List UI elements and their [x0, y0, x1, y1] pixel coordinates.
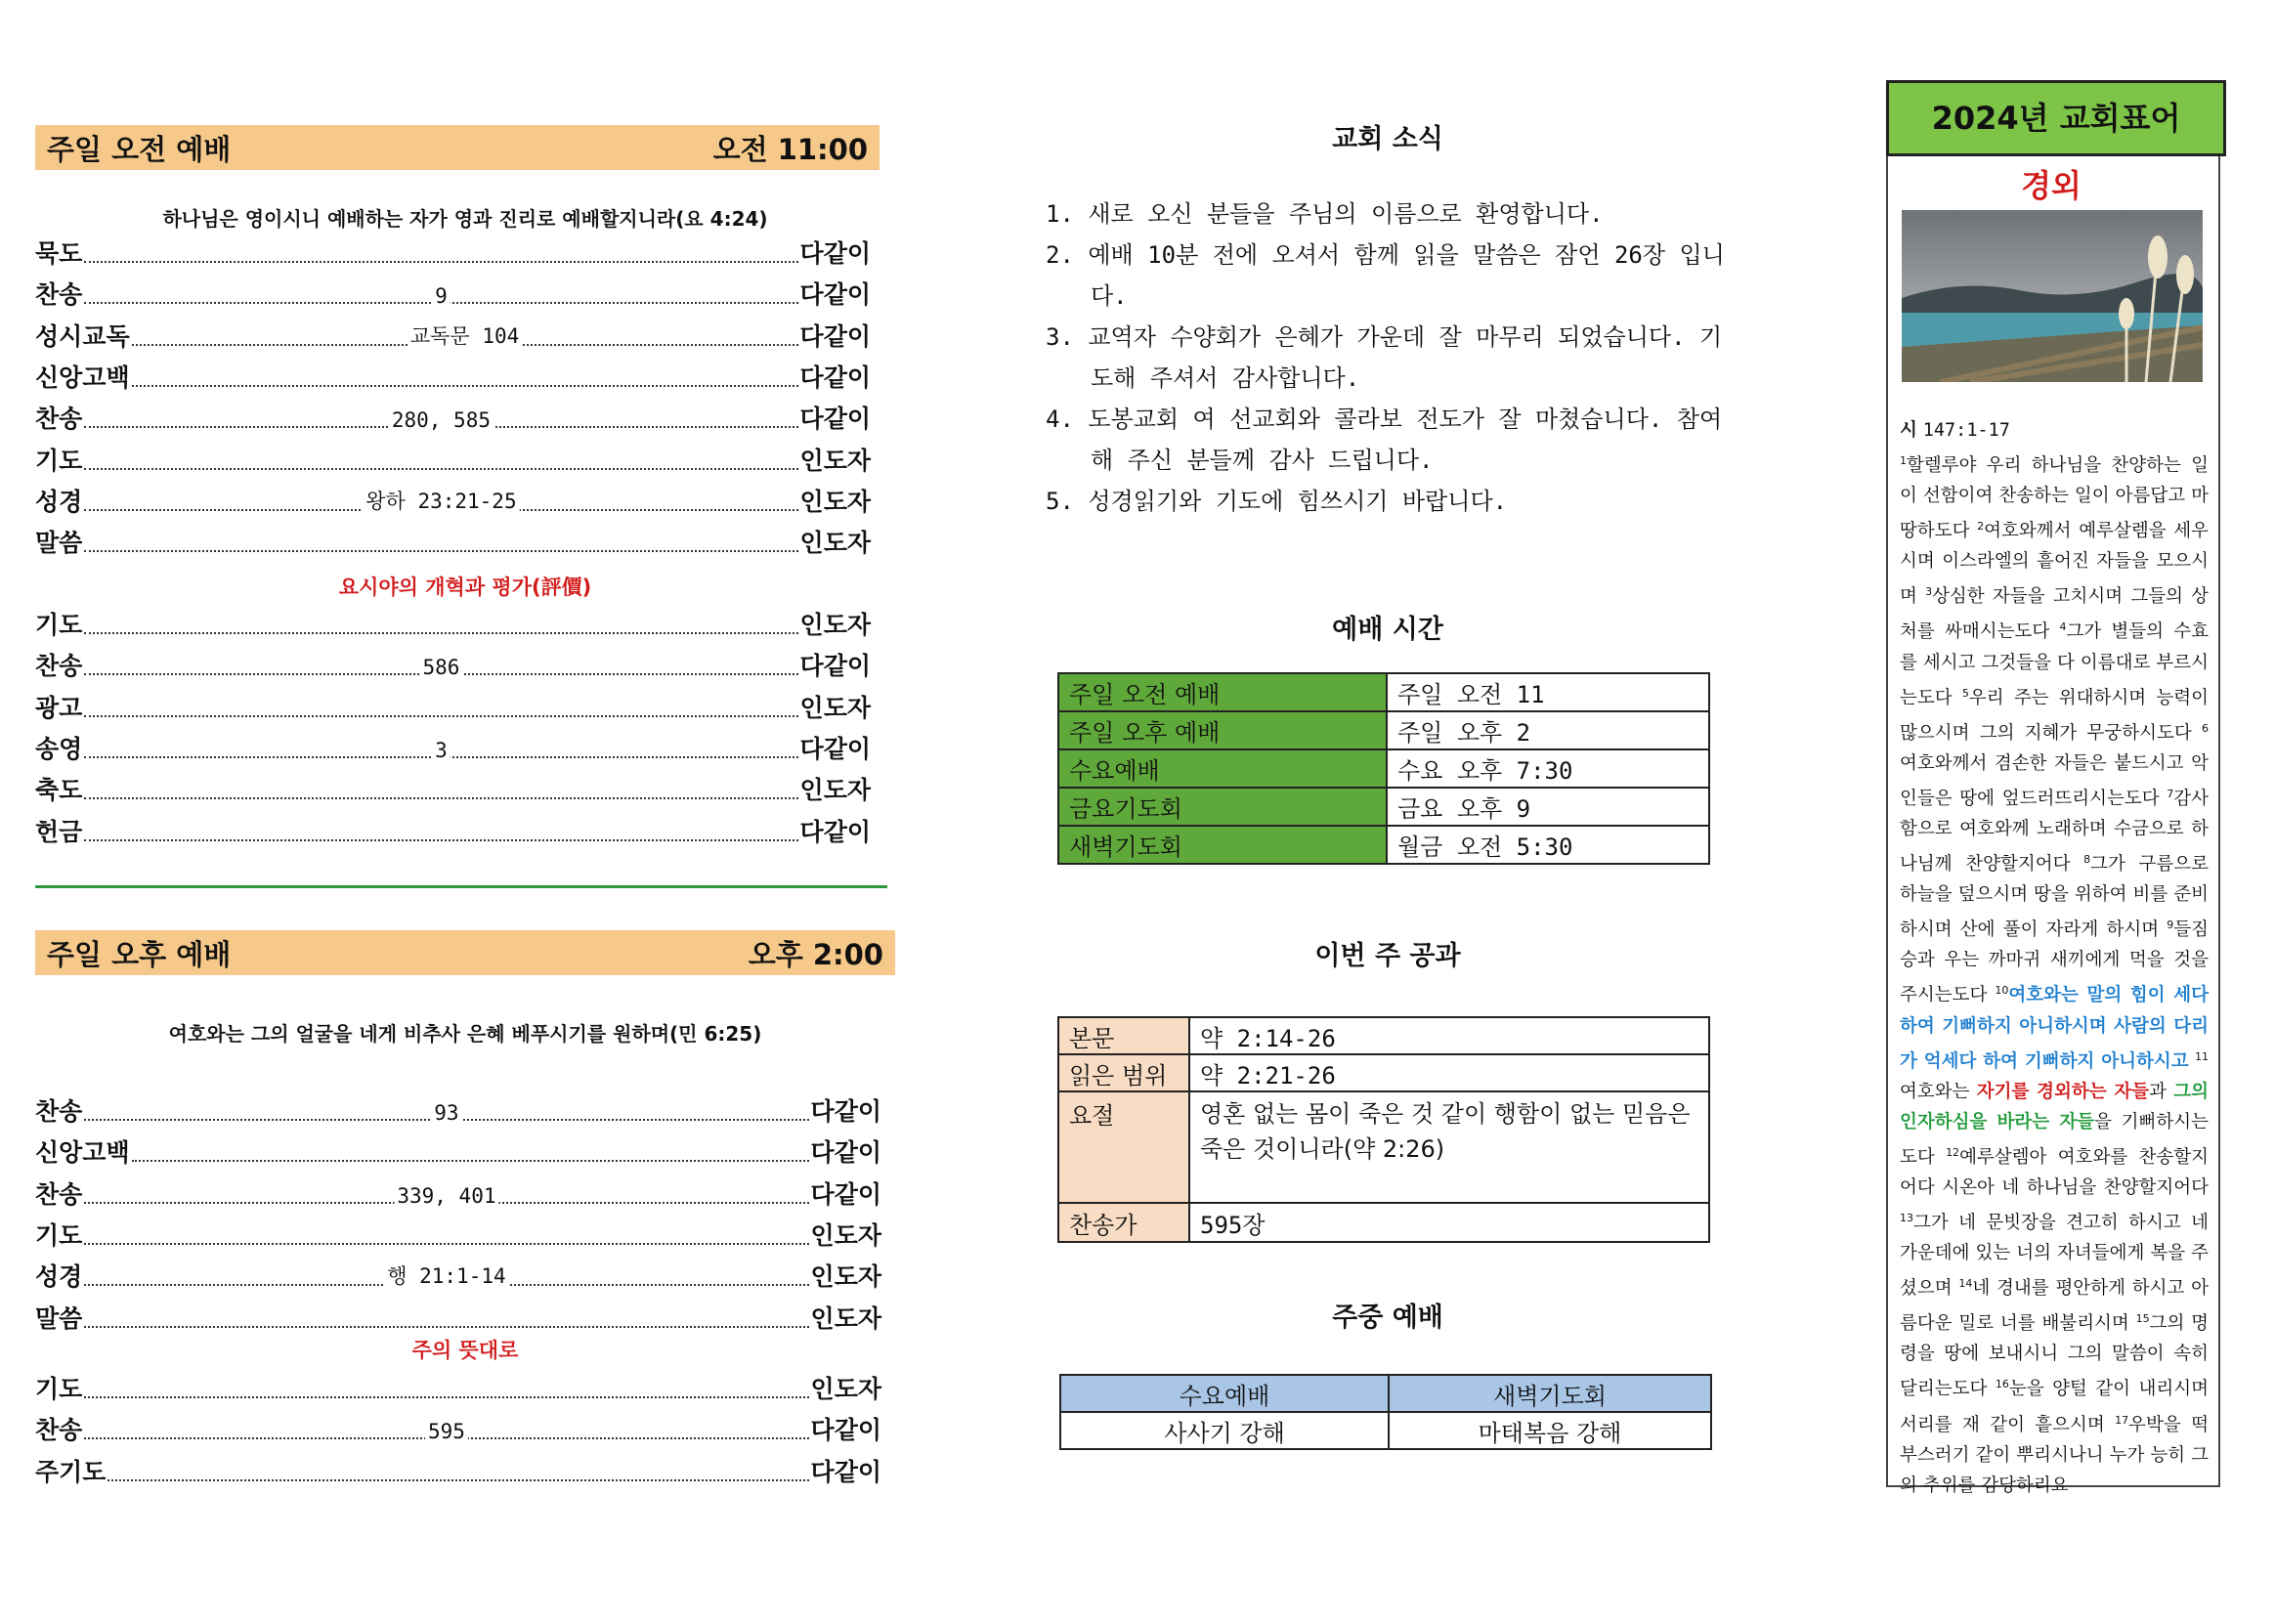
- order-detail: 586: [419, 656, 462, 679]
- dot-leader: [84, 261, 797, 263]
- order-detail: 교독문 104: [408, 321, 522, 350]
- order-row: [35, 773, 871, 806]
- weekday-title: 주중 예배: [1332, 1303, 1443, 1333]
- order-leader: 다같이: [799, 239, 871, 268]
- dot-leader: [84, 1243, 808, 1245]
- order-leader: 인도자: [799, 611, 871, 639]
- order-leader: 인도자: [799, 487, 871, 516]
- order-leader: 다같이: [799, 363, 871, 392]
- weekday-header: 수요예배: [1060, 1375, 1389, 1412]
- order-leader: 다같이: [799, 652, 871, 681]
- news-title: 교회 소식: [1332, 124, 1443, 154]
- order-label: 헌금: [35, 817, 83, 846]
- schedule-table: [1057, 672, 1710, 865]
- order-label: 성경: [35, 487, 83, 516]
- order-leader: 인도자: [810, 1375, 881, 1403]
- order-label: 찬송: [35, 1097, 83, 1126]
- order-row: [35, 608, 871, 641]
- schedule-title: 예배 시간: [1332, 615, 1443, 645]
- order-row: [35, 526, 871, 559]
- dot-leader: [132, 1160, 809, 1162]
- order-row: [35, 361, 871, 394]
- schedule-name: 금요기도회: [1058, 788, 1387, 826]
- lesson-label: 본문: [1058, 1017, 1189, 1054]
- order-row: [35, 1372, 881, 1405]
- psalm-verse: 우박을 떡 부스러기 같이 뿌리시나니 누가 능히 그의 추위를 감당하리요: [1900, 1414, 2209, 1496]
- psalm-verse: 여호와께서 겸손한 자들은 붙드시고 악인들은 땅에 엎드러뜨리시는도다: [1900, 752, 2209, 810]
- psalm-passage: 시 147:1-17 $^1$할렐루야 우리 하나님을 찬양하는 일이 선함이여 찬송하는 일이 아름답고 마땅하도다 $^2$여호와께서 예루살렘을 세우시며 이스라엘의 흩어진 자들을 모으시며 $^3$상심한 자들을 고치시며 그들의 상처를 싸매시는도다 $^4$그가 별들의 수효를 세시고 그것들을 다 이름대로 부르시는도다 $^5$우리 주는 위대하시며 능력이 많으시며 그의 지혜가 무궁하시도다 $^6$여호와께서 겸손한 자들은 붙드시고 악인들은 땅에 엎드러뜨리시는도다 $^7$감사함으로 여호와께 노래하며 수금으로 하나님께 찬양할지어다 $^8$그가 구름으로 하늘을 덮으시며 땅을 위하여 비를 준비하시며 산에 풀이 자라게 하시며 $^9$들짐승과 우는 까마귀 새끼에게 먹을 것을 주시는도다 $^{10}$여호와는 말의 힘이 세다 하여 기뻐하지 아니하시며 사람의 다리가 억세다 하여 기뻐하지 아니하시고 $^{11}$여호와는 자기를 경외하는 자들과 그의 인자하심을 바라는 자들을 기뻐하시는도다 $^{12}$예루살렘아 여호와를 찬송할지어다 시온아 네 하나님을 찬양할지어다 $^{13}$그가 네 문빗장을 견고히 하시고 네 가운데에 있는 너의 자녀들에게 복을 주셨으며 $^{14}$네 경내를 평안하게 하시고 아름다운 밀로 너를 배불리시며 $^{15}$그의 명령을 땅에 보내시니 그의 말씀이 속히 달리는도다 $^{16}$눈을 양털 같이 내리시며 서리를 재 같이 흩으시며 $^{17}$우박을 떡 부스러기 같이 뿌리시나니 누가 능히 그의 추위를 감당하리요: [1900, 420, 2210, 1496]
- news-item: 4. 도봉교회 여 선교회와 콜라보 전도가 잘 마쳤습니다. 참여해 주신 분들께 감사 드립니다.: [1046, 406, 1723, 474]
- morning-service-title: 주일 오전 예배: [47, 132, 232, 166]
- lesson-value: 약 2:14-26: [1189, 1017, 1709, 1054]
- weekday-header: 새벽기도회: [1389, 1375, 1711, 1412]
- order-leader: 다같이: [799, 280, 871, 310]
- psalm-verse: 을 기뻐하시는도다: [1900, 1111, 2209, 1168]
- order-label: 기도: [35, 611, 83, 639]
- table-row: [1058, 749, 1709, 788]
- psalm-verse: 상심한 자들을 고치시며 그들의 상처를 싸매시는도다: [1900, 586, 2209, 643]
- dot-leader: [84, 1101, 808, 1125]
- order-leader: 다같이: [799, 734, 871, 763]
- table-row: [1058, 1054, 1709, 1091]
- news-list: [1046, 193, 1730, 522]
- order-label: 찬송: [35, 1416, 83, 1445]
- schedule-name: 주일 오후 예배: [1058, 711, 1387, 749]
- table-row: [1058, 673, 1709, 711]
- morning-service-time: 오전 11:00: [712, 132, 868, 166]
- order-label: 말씀: [35, 1303, 83, 1333]
- dot-leader: [132, 323, 798, 348]
- lesson-label: 찬송가: [1058, 1203, 1189, 1242]
- order-row: [35, 691, 871, 724]
- order-label: 찬송: [35, 1179, 83, 1209]
- dot-leader: [84, 408, 797, 433]
- lesson-label: 요절: [1058, 1091, 1189, 1203]
- order-leader: 다같이: [810, 1179, 881, 1209]
- dot-leader: [84, 632, 797, 634]
- order-label: 묵도: [35, 239, 83, 268]
- lesson-value: 595장: [1189, 1203, 1709, 1242]
- schedule-time: 수요 오후 7:30: [1387, 749, 1709, 788]
- psalm-verse: 그가 구름으로 하늘을 덮으시며 땅을 위하여 비를 준비하시며 산에 풀이 자라게 하시며: [1900, 854, 2209, 941]
- dot-leader: [107, 1479, 808, 1481]
- table-row: [1058, 711, 1709, 749]
- lesson-value: 영혼 없는 몸이 죽은 것 같이 행함이 없는 믿음은 죽은 것이니라(약 2:26): [1189, 1091, 1709, 1203]
- dot-leader: [84, 1326, 808, 1328]
- order-row: [35, 236, 871, 270]
- table-row: [1058, 1091, 1709, 1203]
- schedule-name: 새벽기도회: [1058, 826, 1387, 864]
- morning-verse: 하나님은 영이시니 예배하는 자가 영과 진리로 예배할지니라(요 4:24): [162, 207, 768, 231]
- order-detail: 280, 585: [389, 408, 494, 432]
- order-leader: 다같이: [799, 405, 871, 434]
- table-row: [1058, 1017, 1709, 1054]
- afternoon-sermon-title: 주의 뜻대로: [411, 1339, 519, 1362]
- schedule-name: 수요예배: [1058, 749, 1387, 788]
- schedule-time: 월금 오전 5:30: [1387, 826, 1709, 864]
- dot-leader: [84, 738, 797, 762]
- order-leader: 인도자: [810, 1262, 881, 1292]
- psalm-verse: 우리 주는 위대하시며 능력이 많으시며 그의 지혜가 무궁하시도다: [1900, 687, 2209, 744]
- order-label: 축도: [35, 776, 83, 805]
- schedule-time: 주일 오후 2: [1387, 711, 1709, 749]
- psalm-reference: 147:1-17: [1922, 420, 2010, 441]
- table-row: [1058, 1203, 1709, 1242]
- psalm-verse: 그가 네 문빗장을 견고히 하시고 네 가운데에 있는 너의 자녀들에게 복을 주셨으며: [1900, 1213, 2209, 1300]
- news-item: 1. 새로 오신 분들을 주님의 이름으로 환영합니다.: [1046, 200, 1604, 228]
- psalm-verse: 예루살렘아 여호와를 찬송할지어다 시온아 네 하나님을 찬양할지어다: [1900, 1146, 2210, 1198]
- order-row: [35, 444, 871, 477]
- order-row: [35, 1094, 881, 1128]
- afternoon-service-title: 주일 오후 예배: [47, 937, 232, 971]
- order-leader: 다같이: [810, 1138, 881, 1168]
- order-row: [35, 649, 871, 682]
- lesson-table: [1057, 1016, 1710, 1243]
- motto-title: 2024년 교회표어: [1886, 80, 2226, 156]
- order-leader: 인도자: [799, 776, 871, 805]
- psalm-verse: 그가 별들의 수효를 세시고 그것들을 다 이름대로 부르시는도다: [1900, 621, 2209, 708]
- order-detail: 9: [432, 284, 451, 308]
- table-row: [1060, 1412, 1711, 1449]
- dot-leader: [84, 715, 797, 717]
- order-label: 찬송: [35, 280, 83, 310]
- order-detail: 3: [432, 739, 451, 762]
- schedule-time: 금요 오후 9: [1387, 788, 1709, 826]
- psalm-verse: 눈을 양털 같이 내리시며 서리를 재 같이 흩으시며: [1900, 1379, 2209, 1435]
- dot-leader: [84, 1264, 808, 1289]
- order-label: 신앙고백: [35, 363, 130, 392]
- order-row: [35, 1455, 881, 1488]
- order-label: 기도: [35, 1220, 83, 1250]
- afternoon-service-time: 오후 2:00: [748, 937, 883, 971]
- order-leader: 다같이: [810, 1097, 881, 1126]
- order-leader: 인도자: [799, 693, 871, 722]
- motto-word: 경외: [2021, 167, 2082, 204]
- weekday-table: [1059, 1374, 1712, 1450]
- psalm-verse: 여호와께서 예루살렘을 세우시며 이스라엘의 흩어진 자들을 모으시며: [1900, 521, 2209, 608]
- order-row: [35, 1260, 881, 1293]
- psalm-verse-highlight: 여호와는 말의 힘이 세다 하여 기뻐하지 아니하시며 사람의 다리가 억세다 하여 기뻐하지 아니하시고: [1900, 985, 2209, 1072]
- dot-leader: [84, 489, 797, 513]
- dot-leader: [84, 656, 797, 680]
- order-label: 기도: [35, 1375, 83, 1403]
- order-row: [35, 320, 871, 353]
- order-detail: 93: [431, 1101, 461, 1125]
- landscape-photo-icon: [1902, 210, 2203, 382]
- order-detail: 595: [425, 1420, 468, 1443]
- order-row: [35, 1218, 881, 1252]
- order-label: 송영: [35, 734, 83, 763]
- table-row: [1060, 1375, 1711, 1412]
- morning-sermon-title: 요시야의 개혁과 평가(評價): [338, 576, 592, 599]
- psalm-highlight-green: 그의 인자하심을 바라는 자들: [1900, 1081, 2209, 1133]
- dot-leader: [84, 1183, 808, 1208]
- afternoon-verse: 여호와는 그의 얼굴을 네게 비추사 은혜 베푸시기를 원하며(민 6:25): [168, 1022, 762, 1046]
- order-label: 주기도: [35, 1457, 107, 1486]
- order-row: [35, 732, 871, 765]
- dot-leader: [84, 1420, 808, 1444]
- order-leader: 인도자: [799, 529, 871, 558]
- order-leader: 인도자: [799, 446, 871, 475]
- order-row: [35, 485, 871, 518]
- order-leader: 다같이: [810, 1416, 881, 1445]
- lesson-value: 약 2:21-26: [1189, 1054, 1709, 1091]
- dot-leader: [132, 385, 798, 387]
- order-leader: 인도자: [810, 1220, 881, 1250]
- order-label: 광고: [35, 693, 83, 722]
- weekday-value: 마태복음 강해: [1389, 1412, 1711, 1449]
- order-row: [35, 1413, 881, 1446]
- psalm-verse: 들짐승과 우는 까마귀 새끼에게 먹을 것을 주시는도다: [1900, 919, 2209, 1006]
- psalm-verse: 여호와는: [1900, 1081, 1977, 1102]
- order-leader: 다같이: [799, 321, 871, 351]
- psalm-verse: 과: [2149, 1081, 2168, 1102]
- order-leader: 다같이: [799, 817, 871, 846]
- dot-leader: [84, 284, 797, 309]
- news-item: 2. 예배 10분 전에 오셔서 함께 읽을 말씀은 잠언 26장 입니다.: [1046, 241, 1725, 310]
- lesson-title: 이번 주 공과: [1314, 941, 1461, 971]
- order-row: [35, 815, 871, 848]
- order-label: 찬송: [35, 405, 83, 434]
- schedule-time: 주일 오전 11: [1387, 673, 1709, 711]
- order-label: 기도: [35, 446, 83, 475]
- psalm-book: 시: [1900, 420, 1917, 441]
- order-row: [35, 1302, 881, 1335]
- dot-leader: [84, 468, 797, 470]
- lesson-label: 읽은 범위: [1058, 1054, 1189, 1091]
- weekday-value: 사사기 강해: [1060, 1412, 1389, 1449]
- order-label: 신앙고백: [35, 1138, 130, 1168]
- afternoon-service-header: [35, 930, 895, 975]
- table-row: [1058, 826, 1709, 864]
- order-row: [35, 402, 871, 435]
- order-row: [35, 1177, 881, 1211]
- order-label: 성경: [35, 1262, 83, 1292]
- order-label: 말씀: [35, 529, 83, 558]
- order-leader: 인도자: [810, 1303, 881, 1333]
- news-item: 5. 성경읽기와 기도에 힘쓰시기 바랍니다.: [1046, 488, 1508, 515]
- order-leader: 다같이: [810, 1457, 881, 1486]
- order-label: 찬송: [35, 652, 83, 681]
- morning-service-header: [35, 125, 880, 170]
- dot-leader: [84, 550, 797, 552]
- psalm-highlight-red: 자기를 경외하는 자들: [1976, 1081, 2150, 1102]
- dot-leader: [84, 797, 797, 799]
- order-detail: 행 21:1-14: [384, 1261, 508, 1290]
- dot-leader: [84, 839, 797, 841]
- order-label: 성시교독: [35, 321, 130, 351]
- order-detail: 왕하 23:21-25: [363, 486, 519, 515]
- dot-leader: [84, 1396, 808, 1398]
- psalm-verse: 할렐루야 우리 하나님을 찬양하는 일이 선함이여 찬송하는 일이 아름답고 마땅하도다: [1900, 455, 2209, 542]
- table-row: [1058, 788, 1709, 826]
- order-row: [35, 278, 871, 311]
- schedule-name: 주일 오전 예배: [1058, 673, 1387, 711]
- order-detail: 339, 401: [394, 1184, 498, 1208]
- psalm-verse: 그의 명령을 땅에 보내시니 그의 말씀이 속히 달리는도다: [1900, 1313, 2209, 1400]
- order-row: [35, 1135, 881, 1169]
- news-item: 3. 교역자 수양회가 은혜가 가운데 잘 마무리 되었습니다. 기도해 주셔서 감사합니다.: [1046, 323, 1723, 392]
- psalm-verse: 감사함으로 여호와께 노래하며 수금으로 하나님께 찬양할지어다: [1900, 789, 2209, 876]
- section-divider: [35, 885, 887, 888]
- psalm-verse: 네 경내를 평안하게 하시고 아름다운 밀로 너를 배불리시며: [1900, 1278, 2209, 1335]
